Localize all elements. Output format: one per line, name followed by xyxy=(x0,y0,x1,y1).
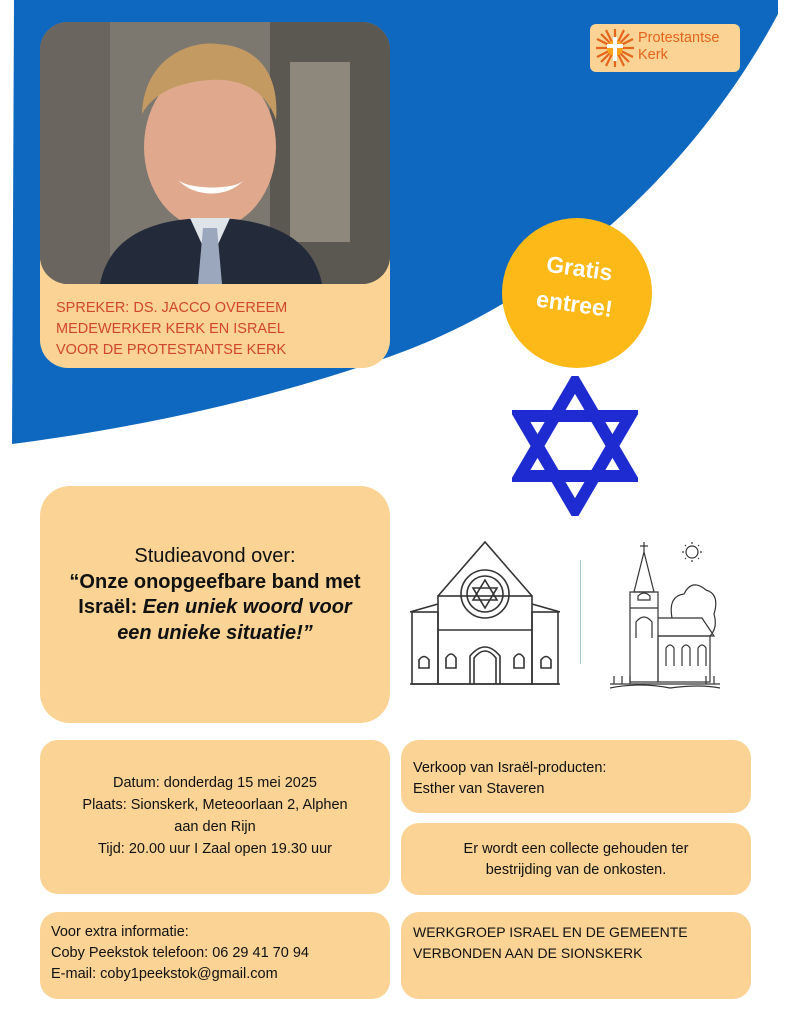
speaker-org: VOOR DE PROTESTANTSE KERK xyxy=(56,342,287,358)
contact-info-card xyxy=(40,912,390,999)
study-title-israel: Israël: xyxy=(78,596,143,618)
illustration-divider xyxy=(580,560,581,664)
star-of-david-icon xyxy=(512,376,638,516)
speaker-info xyxy=(56,298,386,361)
organizer-line-2: VERBONDEN AAN DE SIONSKERK xyxy=(413,945,643,961)
contact-heading: Voor extra informatie: xyxy=(51,924,189,940)
collection-line-2: bestrijding van de onkosten. xyxy=(485,862,667,878)
sale-line-2: Esther van Staveren xyxy=(413,781,545,797)
sale-card xyxy=(401,740,751,813)
logo-line-2: Kerk xyxy=(638,47,668,63)
speaker-card xyxy=(40,22,390,368)
organizer-line-1: WERKGROEP ISRAEL EN DE GEMEENTE xyxy=(413,924,688,940)
collection-card xyxy=(401,823,751,895)
protestantse-kerk-logo xyxy=(590,24,740,72)
study-title-line-1: “Onze onopgeefbare band met xyxy=(69,570,361,593)
study-evening-card xyxy=(40,486,390,723)
collection-line-1: Er wordt een collecte gehouden ter xyxy=(463,841,689,857)
free-entry-badge xyxy=(502,218,652,368)
contact-phone: Coby Peekstok telefoon: 06 29 41 70 94 xyxy=(51,945,309,961)
study-title-line-2 xyxy=(40,595,390,621)
speaker-name: SPREKER: DS. JACCO OVEREEM xyxy=(56,300,288,316)
badge-line-1: Gratis xyxy=(544,250,615,286)
study-intro: Studieavond over: xyxy=(134,545,296,567)
study-title-line-3 xyxy=(40,621,390,647)
church-icon xyxy=(610,538,720,690)
logo-text xyxy=(638,30,719,64)
event-details-card xyxy=(40,740,390,894)
cross-sun-icon xyxy=(594,27,636,69)
sale-line-1: Verkoop van Israël-producten: xyxy=(413,760,607,776)
study-title-italic-2: een unieke situatie!” xyxy=(117,621,313,644)
synagogue-icon xyxy=(410,538,560,688)
speaker-role: MEDEWERKER KERK EN ISRAEL xyxy=(56,321,285,337)
event-date: Datum: donderdag 15 mei 2025 xyxy=(113,775,317,791)
organizer-card xyxy=(401,912,751,999)
badge-line-2: entree! xyxy=(534,285,615,323)
event-place-line-2: aan den Rijn xyxy=(174,819,256,835)
speaker-photo xyxy=(40,22,390,284)
logo-line-1: Protestantse xyxy=(638,30,720,46)
event-time: Tijd: 20.00 uur I Zaal open 19.30 uur xyxy=(97,841,333,857)
study-title-italic-1: Een uniek woord voor xyxy=(142,596,352,618)
event-place-line-1: Plaats: Sionskerk, Meteoorlaan 2, Alphen xyxy=(82,797,348,813)
contact-email: E-mail: coby1peekstok@gmail.com xyxy=(51,966,278,982)
